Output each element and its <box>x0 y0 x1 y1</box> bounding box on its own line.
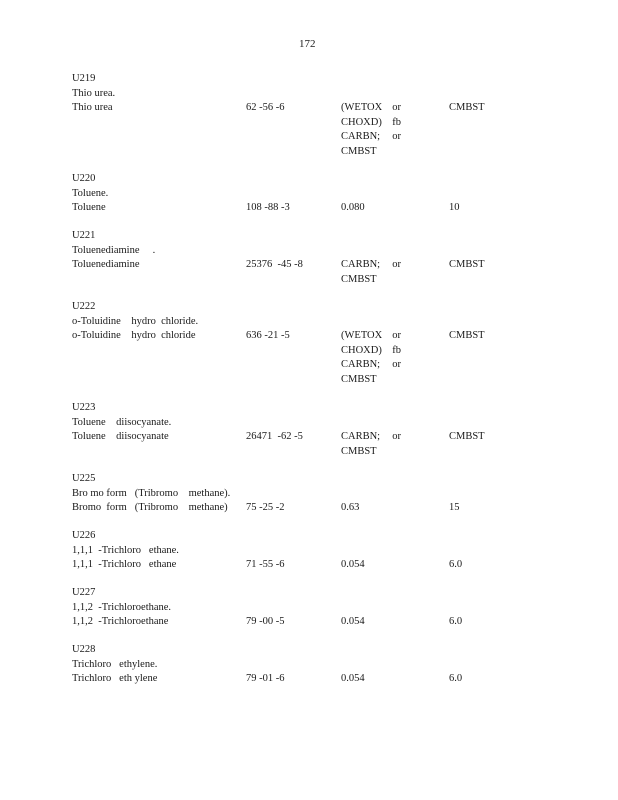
standard-term: CHOXD) <box>341 344 382 356</box>
cas-number: 75 -25 -2 <box>246 502 285 513</box>
standard-connector: or <box>392 359 401 370</box>
cas-number: 79 -00 -5 <box>246 616 285 627</box>
constituent-name: Thio urea <box>72 102 113 113</box>
constituent-row <box>72 430 592 457</box>
constituent-heading: Thio urea. <box>72 87 116 99</box>
constituent-heading: Toluenediamine . <box>72 244 156 256</box>
waste-code: U219 <box>72 73 96 84</box>
wastewater-standard <box>341 615 401 630</box>
waste-entry <box>72 643 592 687</box>
constituent-row <box>72 558 592 573</box>
cas-number: 71 -55 -6 <box>246 559 285 570</box>
constituent-row <box>72 672 592 687</box>
waste-entry <box>72 472 592 516</box>
wastewater-standard <box>341 258 401 287</box>
standard-connector: or <box>392 102 401 113</box>
standard-term: CMBST <box>341 273 377 285</box>
waste-entry <box>72 586 592 630</box>
waste-entry <box>72 300 592 385</box>
constituent-row <box>72 329 592 385</box>
standard-connector: or <box>392 431 401 442</box>
standard-term: (WETOX <box>341 330 383 341</box>
wastewater-standard <box>341 201 401 216</box>
waste-code: U222 <box>72 301 96 312</box>
nonwastewater-standard: CMBST <box>449 259 485 270</box>
cas-number: 26471 -62 -5 <box>246 431 303 442</box>
standard-connector: or <box>392 131 401 142</box>
waste-code: U225 <box>72 473 96 484</box>
page-number: 172 <box>299 38 316 50</box>
constituent-name: Toluenediamine <box>72 259 140 270</box>
wastewater-standard <box>341 430 401 459</box>
constituent-name: 1,1,1 -Trichloro ethane <box>72 559 177 570</box>
waste-code: U221 <box>72 230 96 241</box>
standard-term: 0.080 <box>341 202 365 213</box>
cas-number: 25376 -45 -8 <box>246 259 303 270</box>
constituent-heading: Toluene diisocyanate. <box>72 416 172 428</box>
standard-connector: or <box>392 330 401 341</box>
standard-term: CARBN; <box>341 359 381 370</box>
cas-number: 108 -88 -3 <box>246 202 290 213</box>
standard-connector: fb <box>392 344 401 356</box>
standard-term: CMBST <box>341 373 377 385</box>
constituent-row <box>72 101 592 157</box>
waste-entry <box>72 72 592 157</box>
constituent-name: o-Toluidine hydro chloride <box>72 330 196 341</box>
waste-entry <box>72 529 592 573</box>
standard-term: CARBN; <box>341 431 381 442</box>
wastewater-standard <box>341 101 401 159</box>
constituent-heading: Trichloro ethylene. <box>72 658 158 670</box>
standard-term: 0.63 <box>341 502 360 513</box>
nonwastewater-standard: 6.0 <box>449 673 463 684</box>
standard-connector: fb <box>392 116 401 128</box>
nonwastewater-standard: CMBST <box>449 330 485 341</box>
waste-code: U228 <box>72 644 96 655</box>
wastewater-standard <box>341 672 401 687</box>
cas-number: 636 -21 -5 <box>246 330 290 341</box>
waste-code: U226 <box>72 530 96 541</box>
waste-entry <box>72 172 592 216</box>
wastewater-standard <box>341 501 401 516</box>
standard-term: CMBST <box>341 145 377 157</box>
constituent-name: 1,1,2 -Trichloroethane <box>72 616 169 627</box>
standard-term: CMBST <box>341 445 377 457</box>
constituent-heading: 1,1,2 -Trichloroethane. <box>72 601 172 613</box>
standard-term: CARBN; <box>341 259 381 270</box>
cas-number: 62 -56 -6 <box>246 102 285 113</box>
constituent-name: Trichloro eth ylene <box>72 673 158 684</box>
waste-code: U223 <box>72 402 96 413</box>
standard-term: 0.054 <box>341 673 365 684</box>
nonwastewater-standard: 10 <box>449 202 460 213</box>
constituent-heading: Toluene. <box>72 187 109 199</box>
nonwastewater-standard: CMBST <box>449 102 485 113</box>
nonwastewater-standard: CMBST <box>449 431 485 442</box>
standard-term: 0.054 <box>341 616 365 627</box>
standard-term: 0.054 <box>341 559 365 570</box>
waste-entry <box>72 229 592 285</box>
constituent-name: Toluene diisocyanate <box>72 431 169 442</box>
standard-connector: or <box>392 259 401 270</box>
constituent-heading: o-Toluidine hydro chloride. <box>72 315 199 327</box>
standard-term: (WETOX <box>341 102 383 113</box>
constituent-heading: 1,1,1 -Trichloro ethane. <box>72 544 179 556</box>
constituent-heading: Bro mo form (Tribromo methane). <box>72 487 231 499</box>
waste-entry <box>72 401 592 457</box>
nonwastewater-standard: 6.0 <box>449 559 463 570</box>
waste-code: U227 <box>72 587 96 598</box>
nonwastewater-standard: 15 <box>449 502 460 513</box>
constituent-row <box>72 501 592 516</box>
constituent-row <box>72 615 592 630</box>
cas-number: 79 -01 -6 <box>246 673 285 684</box>
constituent-name: Toluene <box>72 202 106 213</box>
nonwastewater-standard: 6.0 <box>449 616 463 627</box>
wastewater-standard <box>341 329 401 387</box>
waste-code: U220 <box>72 173 96 184</box>
standard-term: CHOXD) <box>341 116 382 128</box>
standard-term: CARBN; <box>341 131 381 142</box>
wastewater-standard <box>341 558 401 573</box>
constituent-row <box>72 258 592 285</box>
constituent-name: Bromo form (Tribromo methane) <box>72 502 228 513</box>
constituent-row <box>72 201 592 216</box>
